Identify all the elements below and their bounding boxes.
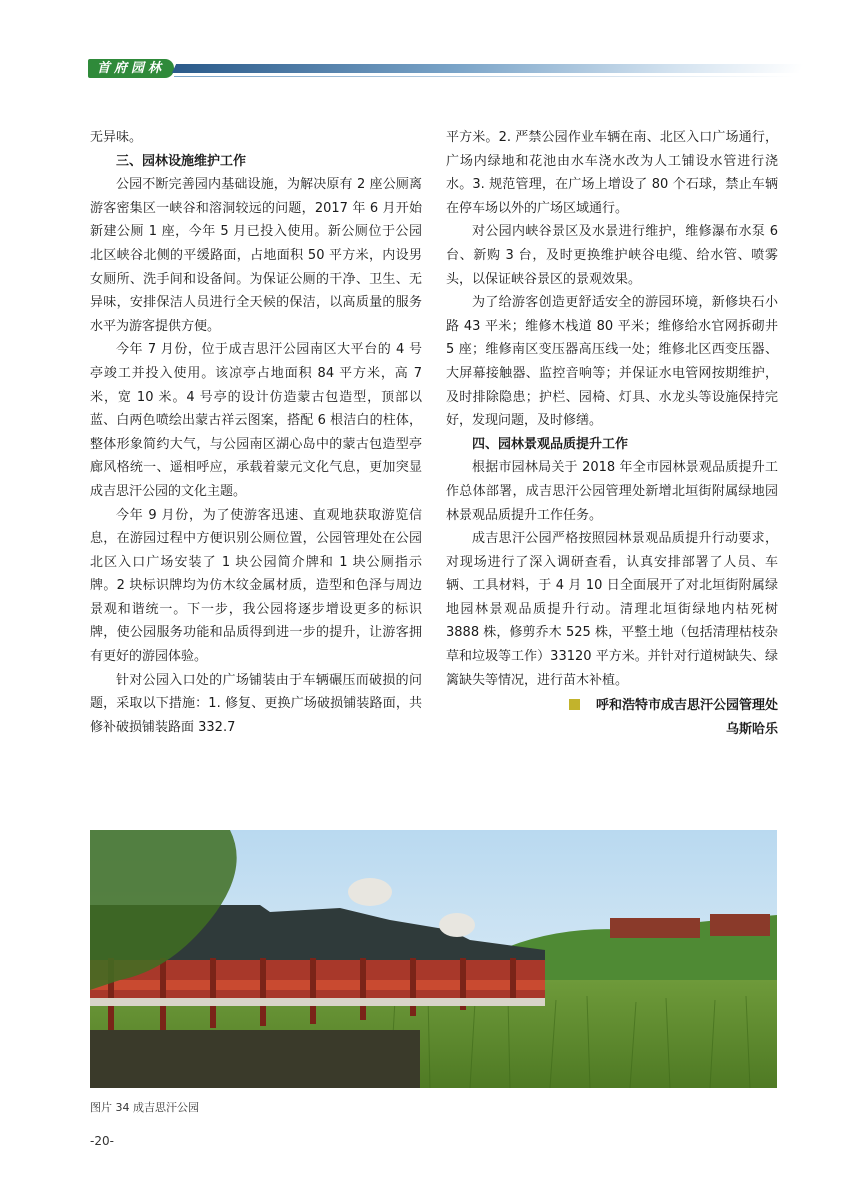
park-photo <box>90 830 777 1088</box>
section-heading: 三、园林设施维护工作 <box>116 153 247 169</box>
paragraph: 根据市园林局关于 2018 年全市园林景观品质提升工作总体部署，成吉思汗公园管理处新增北垣街附属绿地园林景观品质提升工作任务。 <box>446 460 778 523</box>
photo-caption: 图片 34 成吉思汗公园 <box>90 1101 199 1114</box>
section-heading: 四、园林景观品质提升工作 <box>472 436 629 452</box>
header-line <box>174 76 794 77</box>
paragraph: 为了给游客创造更舒适安全的游园环境，新修块石小路 43 平米；维修木栈道 80 平米；维修给水官网拆砌井 5 座；维修南区变压器高压线一处；维修北区西变压器、大屏幕接触器、监控音响等；并保证水电管网按期维护，及时排除隐患；护栏、园椅、灯具、水龙头等设施保持完好，发现问题，及时修缮。 <box>446 295 778 429</box>
paragraph: 今年 9 月份，为了使游客迅速、直观地获取游览信息，在游园过程中方便识别公厕位置，公园管理处在公园北区入口广场安装了 1 块公园简介牌和 1 块公厕指示牌。2 块标识牌均为仿木纹金属材质，造型和色泽与周边景观和谐统一。下一步，我公园将逐步增设更多的标识牌，使公园服务功能和品质得到进一步的提升，让游客拥有更好的游园体验。 <box>90 507 422 665</box>
header-bar <box>172 64 804 73</box>
bullet-square-icon <box>569 699 580 710</box>
paragraph: 针对公园入口处的广场铺装由于车辆碾压而破损的问题，采取以下措施：1. 修复、更换广场破损铺装路面，共修补破损铺装路面 332.7 <box>90 672 422 735</box>
paragraph: 平方米。2. 严禁公园作业车辆在南、北区入口广场通行，广场内绿地和花池由水车浇水改为人工铺设水管进行浇水。3. 规范管理，在广场上增设了 80 个石球，禁止车辆在停车场以外的广场区域通行。 <box>446 130 778 216</box>
page-number: -20- <box>90 1134 114 1148</box>
right-column <box>446 126 778 741</box>
section-tab: 首府园林 <box>88 59 174 78</box>
byline-author: 乌斯哈乐 <box>725 721 778 737</box>
paragraph: 无异味。 <box>90 130 143 145</box>
byline-org <box>446 692 778 718</box>
paragraph: 公园不断完善园内基础设施，为解决原有 2 座公厕离游客密集区一峡谷和溶洞较远的问题，2017 年 6 月开始新建公厕 1 座，今年 5 月已投入使用。新公厕位于公园北区峡谷北侧的平缓路面，占地面积 50 平方米，内设男女厕所、洗手间和设备间。为保证公厕的干净、卫生、无异味，安排保洁人员进行全天候的保洁，以高质量的服务水平为游客提供方便。 <box>90 177 422 334</box>
paragraph: 对公园内峡谷景区及水景进行维护，维修瀑布水泵 6 台、新购 3 台，及时更换维护峡谷电缆、给水管、喷雾头，以保证峡谷景区的景观效果。 <box>446 224 778 287</box>
paragraph: 今年 7 月份，位于成吉思汗公园南区大平台的 4 号亭竣工并投入使用。该凉亭占地面积 84 平方米，高 7 米，宽 10 米。4 号亭的设计仿造蒙古包造型，顶部以蓝、白两色喷绘出蒙古祥云图案，搭配 6 根洁白的柱体，整体形象简约大气，与公园南区湖心岛中的蒙古包造型亭廊风格统一、遥相呼应，承载着蒙元文化气息，更加突显成吉思汗公园的文化主题。 <box>90 342 422 499</box>
byline-org-text: 呼和浩特市成吉思汗公园管理处 <box>595 698 778 714</box>
left-column <box>90 126 422 739</box>
paragraph: 成吉思汗公园严格按照园林景观品质提升行动要求，对现场进行了深入调研查看，认真安排部署了人员、车辆、工具材料，于 4 月 10 日全面展开了对北垣街附属绿地园林景观品质提升行动。清理北垣街绿地内枯死树 3888 株，修剪乔木 525 株，平整土地（包括清理枯枝杂草和垃圾等工作）33120 平方米。并针对行道树缺失、绿篱缺失等情况，进行苗木补植。 <box>446 531 778 688</box>
